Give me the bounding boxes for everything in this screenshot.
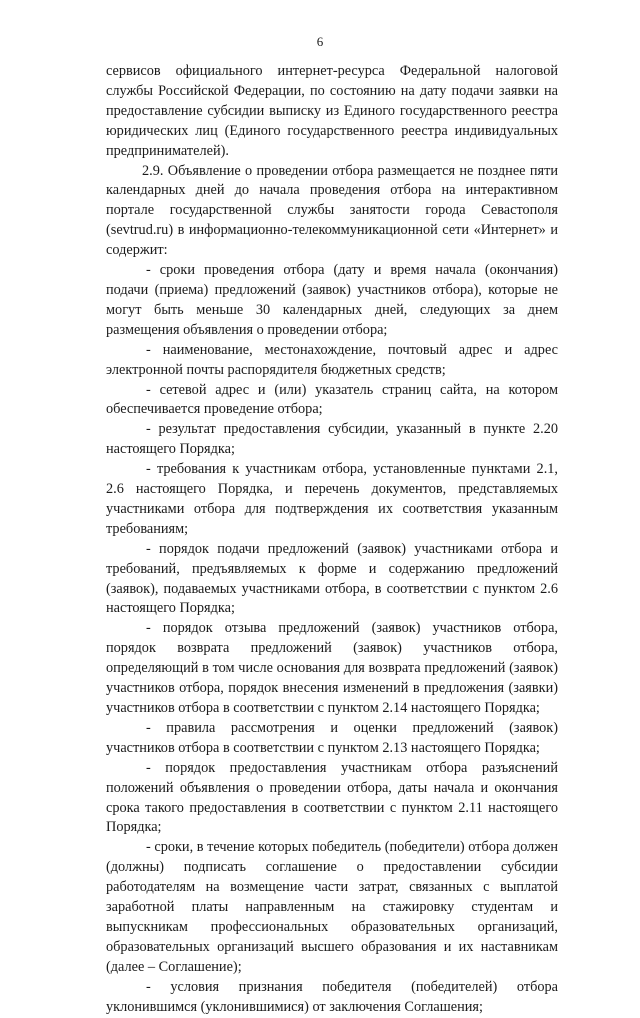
- paragraph-continuation: сервисов официального интернет-ресурса Федеральной налоговой службы Российской Федерации, по состоянию на дату подачи заявки на предоставление субсидии выписку из Единого государственного реестра юридических лиц (Единого государственного реестра индивидуальных предпринимателей).: [106, 63, 558, 159]
- paragraph-2-9: 2.9. Объявление о проведении отбора размещается не позднее пяти календарных дней до начала проведения отбора на интерактивном портале государственной службы занятости города Севастополя (sevtrud.ru) в информационно-телекоммуникационной сети «Интернет» и содержит:: [106, 162, 558, 259]
- page-number: 6: [316, 34, 324, 49]
- list-item-agreement-terms: - сроки, в течение которых победитель (победители) отбора должен (должны) подписать соглашение о предоставлении субсидии работодателям на возмещение части затрат, связанных с выплатой заработной платы направленным на стажировку студентам и выпускникам профессиональных образовательных организаций, образовательных организаций высшего образования и их наставникам (далее – Соглашение);: [106, 839, 558, 975]
- list-item-withdrawal-order: - порядок отзыва предложений (заявок) участников отбора, порядок возврата предложений (заявок) участников отбора, определяющий в том числе основания для возврата предложений (заявок) участников отбора, порядок внесения изменений в предложения (заявки) участников отбора в соответствии с пунктом 2.14 настоящего Порядка;: [106, 620, 558, 716]
- list-item-result: - результат предоставления субсидии, указанный в пункте 2.20 настоящего Порядка;: [106, 421, 558, 458]
- document-body: [106, 62, 558, 1018]
- list-item-deadlines: - сроки проведения отбора (дату и время начала (окончания) подачи (приема) предложений (заявок) участников отбора), которые не могут быть меньше 30 календарных дней, следующих за днем размещения объявления о проведении отбора;: [106, 262, 558, 338]
- list-item-evaluation-rules: - правила рассмотрения и оценки предложений (заявок) участников отбора в соответствии с пунктом 2.13 настоящего Порядка;: [106, 719, 558, 756]
- list-item-address: - наименование, местонахождение, почтовый адрес и адрес электронной почты распорядителя бюджетных средств;: [106, 341, 558, 378]
- list-item-clarifications: - порядок предоставления участникам отбора разъяснений положений объявления о проведении отбора, даты начала и окончания срока такого предоставления в соответствии с пунктом 2.11 настоящего Порядка;: [106, 759, 558, 836]
- list-item-requirements: - требования к участникам отбора, установленные пунктами 2.1, 2.6 настоящего Порядка, и перечень документов, представляемых участниками отбора для подтверждения их соответствия указанным требованиям;: [106, 461, 558, 537]
- list-item-website: - сетевой адрес и (или) указатель страниц сайта, на котором обеспечивается проведение отбора;: [106, 381, 558, 418]
- list-item-submission-order: - порядок подачи предложений (заявок) участниками отбора и требований, предъявляемых к форме и содержанию предложений (заявок), подаваемых участниками отбора, в соответствии с пунктом 2.6 настоящего Порядка;: [106, 540, 558, 617]
- list-item-evasion-conditions: - условия признания победителя (победителей) отбора уклонившимся (уклонившимися) от заключения Соглашения;: [106, 978, 558, 1015]
